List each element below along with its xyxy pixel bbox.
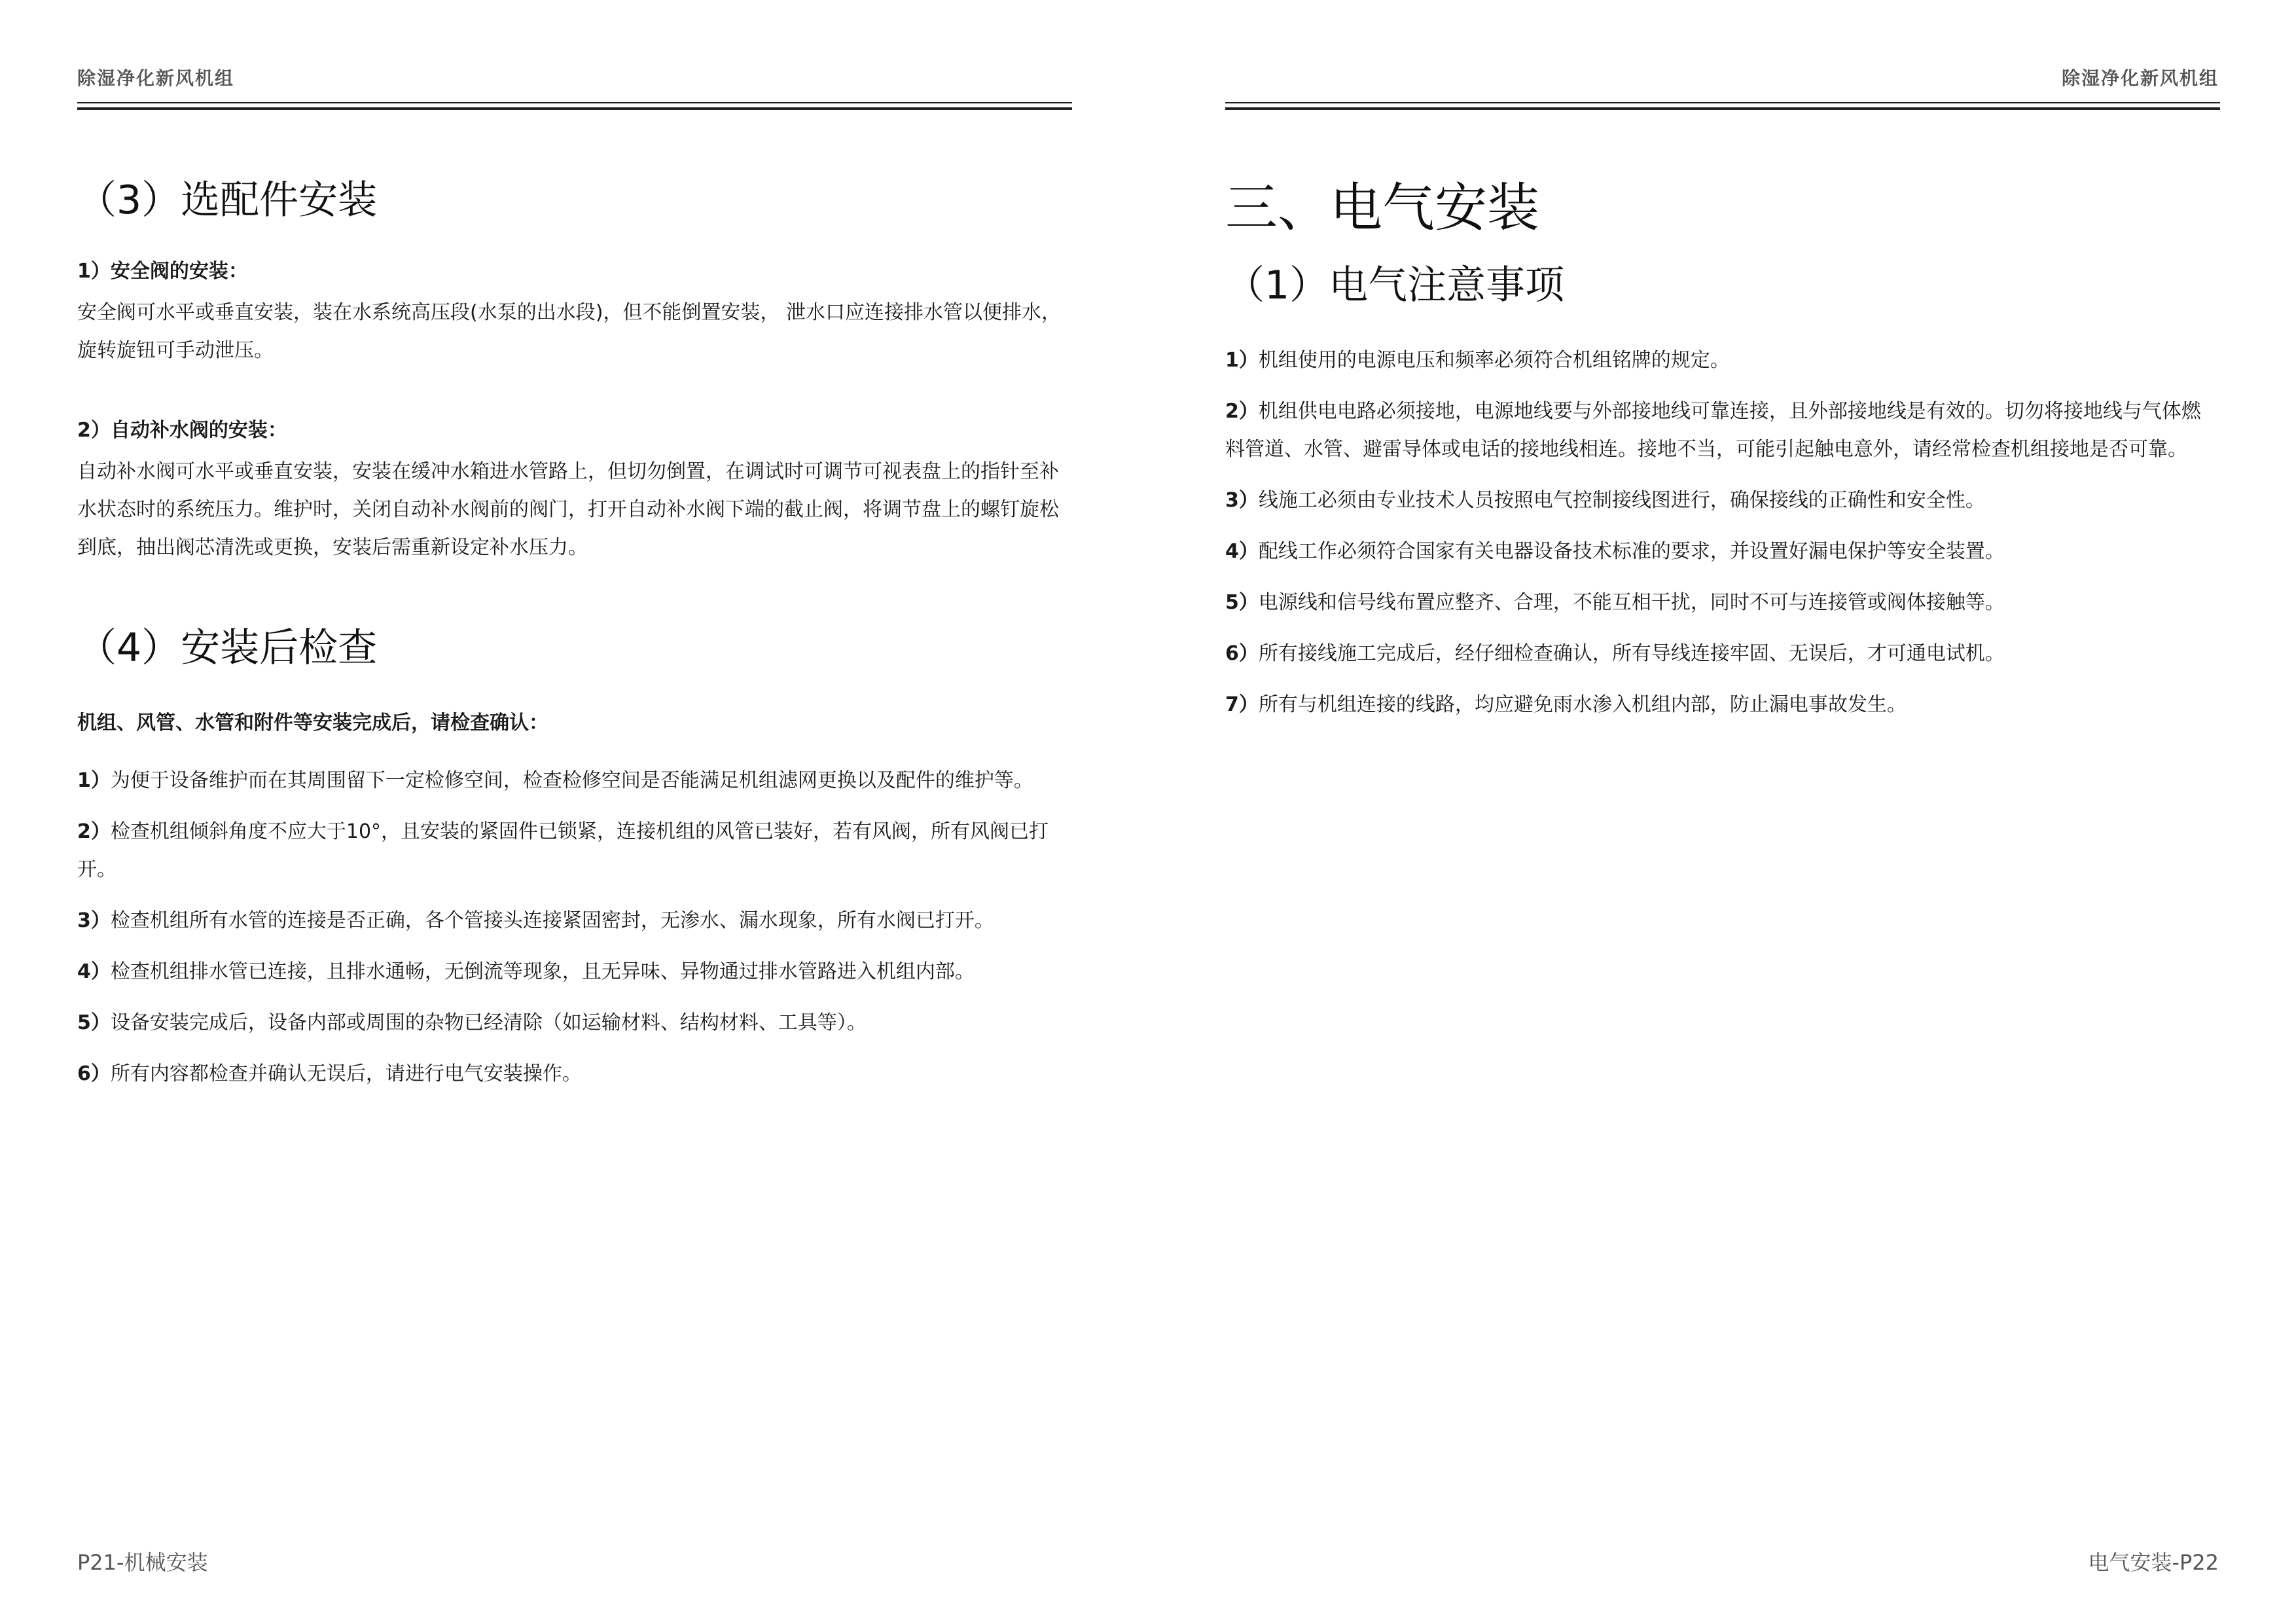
right-page xyxy=(1148,0,2296,1624)
running-head: 除湿净化新风机组 xyxy=(77,67,235,89)
right-content xyxy=(1225,177,2220,737)
list-item: 2）机组供电电路必须接地，电源地线要与外部接地线可靠连接，且外部接地线是有效的。切勿将接地线与气体燃料管道、水管、避雷导体或电话的接地线相连。接地不当，可能引起触电意外，请经常检查机组接地是否可靠。 xyxy=(1225,400,2201,461)
list-item: 5）电源线和信号线布置应整齐、合理，不能互相干扰，同时不可与连接管或阀体接触等。 xyxy=(1225,591,2005,614)
running-head: 除湿净化新风机组 xyxy=(2061,67,2219,89)
left-content xyxy=(77,177,1072,1106)
safety-valve-block xyxy=(77,257,1072,370)
list-item: 5）设备安装完成后，设备内部或周围的杂物已经清除（如运输材料、结构材料、工具等）。 xyxy=(77,1011,867,1034)
list-item: 2）检查机组倾斜角度不应大于10°，且安装的紧固件已锁紧，连接机组的风管已装好，若有风阀，所有风阀已打开。 xyxy=(77,820,1049,881)
chapter-title: 三、电气安装 xyxy=(1225,177,1539,238)
auto-fill-valve-block xyxy=(77,416,1072,567)
list-item: 4）配线工作必须符合国家有关电器设备技术标准的要求，并设置好漏电保护等安全装置。 xyxy=(1225,540,2005,563)
safety-valve-heading: 1）安全阀的安装： xyxy=(77,260,248,283)
header-rule-thin xyxy=(1225,102,2220,103)
header-rule-thin xyxy=(77,102,1072,103)
list-item: 1）为便于设备维护而在其周围留下一定检修空间，检查检修空间是否能满足机组滤网更换以及配件的维护等。 xyxy=(77,769,1033,792)
list-item: 3）检查机组所有水管的连接是否正确，各个管接头连接紧固密封，无渗水、漏水现象，所有水阀已打开。 xyxy=(77,909,994,932)
safety-valve-text: 安全阀可水平或垂直安装，装在水系统高压段(水泵的出水段)，但不能倒置安装， 泄水口应连接排水管以便排水，旋转旋钮可手动泄压。 xyxy=(77,301,1061,362)
page-footer: 电气安装-P22 xyxy=(2088,1550,2219,1575)
header-rule-thick xyxy=(77,107,1072,110)
list-item: 7）所有与机组连接的线路，均应避免雨水渗入机组内部，防止漏电事故发生。 xyxy=(1225,693,1907,716)
list-item: 4）检查机组排水管已连接，且排水通畅，无倒流等现象，且无异味、异物通过排水管路进入机组内部。 xyxy=(77,960,975,983)
auto-fill-valve-text: 自动补水阀可水平或垂直安装，安装在缓冲水箱进水管路上，但切勿倒置，在调试时可调节可视表盘上的指针至补水状态时的系统压力。维护时，关闭自动补水阀前的阀门，打开自动补水阀下端的截止阀，将调节盘上的螺钉旋松到底，抽出阀芯清洗或更换，安装后需重新设定补水压力。 xyxy=(77,460,1059,559)
page-footer: P21-机械安装 xyxy=(77,1550,208,1575)
list-item: 3）线施工必须由专业技术人员按照电气控制接线图进行，确保接线的正确性和安全性。 xyxy=(1225,489,1985,512)
list-item: 1）机组使用的电源电压和频率必须符合机组铭牌的规定。 xyxy=(1225,349,1730,372)
section-title-electrical-notes: （1）电气注意事项 xyxy=(1225,262,1565,308)
header-rule-thick xyxy=(1225,107,2220,110)
auto-fill-valve-heading: 2）自动补水阀的安装： xyxy=(77,419,287,442)
list-item: 6）所有接线施工完成后，经仔细检查确认，所有导线连接牢固、无误后，才可通电试机。 xyxy=(1225,642,2005,665)
section-title-post-install-check: （4）安装后检查 xyxy=(77,625,378,671)
check-lead: 机组、风管、水管和附件等安装完成后，请检查确认： xyxy=(77,712,548,734)
section-title-accessories: （3）选配件安装 xyxy=(77,177,378,223)
list-item: 6）所有内容都检查并确认无误后，请进行电气安装操作。 xyxy=(77,1062,582,1085)
